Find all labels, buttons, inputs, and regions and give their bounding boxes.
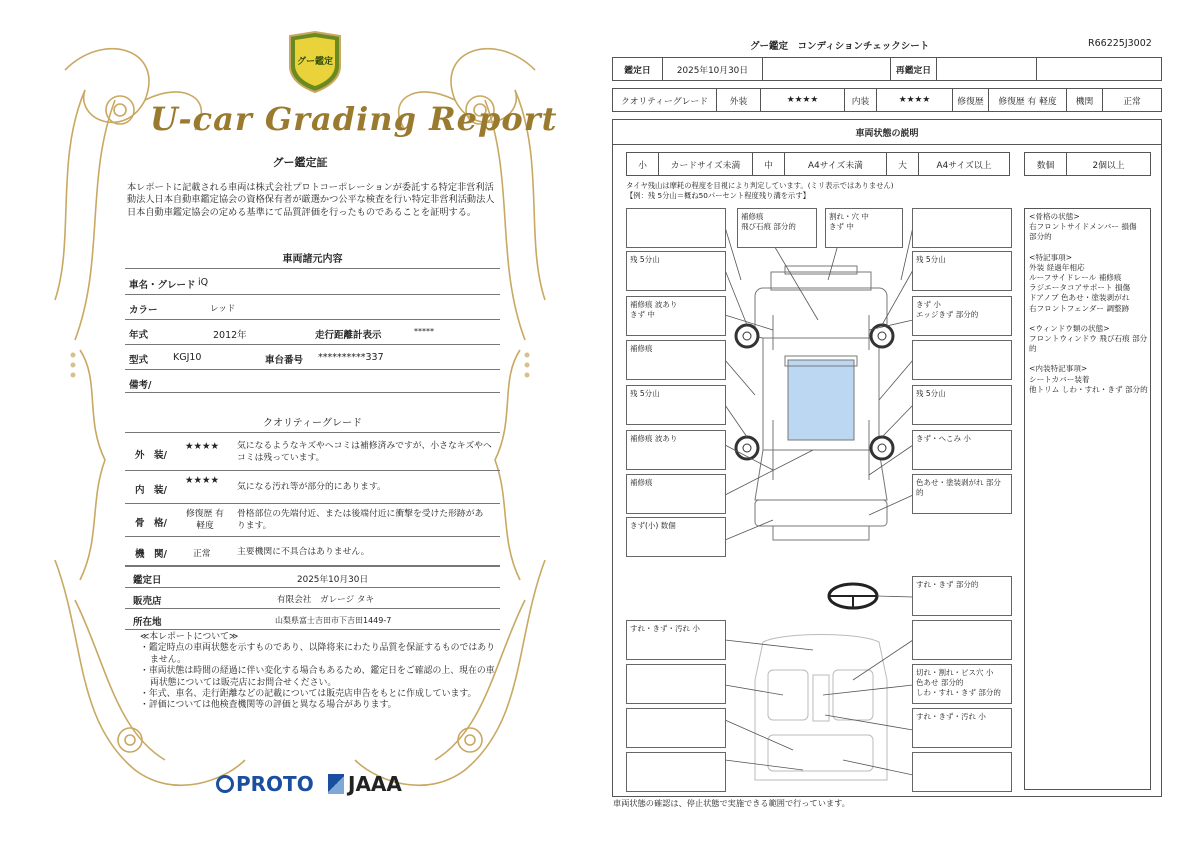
date-label: 鑑定日 — [613, 58, 663, 80]
date-value: 2025年10月30日 — [663, 58, 763, 80]
side-note-line: フロントウィンドウ 飛び石痕 部分的 — [1029, 334, 1148, 354]
spec-value: 2012年 — [213, 330, 247, 341]
certificate-title: グー鑑定証 — [272, 156, 328, 169]
side-note-line: <ウィンドウ類の状態> — [1029, 323, 1110, 333]
count-desc: 2個以上 — [1092, 160, 1125, 171]
damage-box — [912, 474, 1012, 514]
goo-appraisal-badge — [286, 30, 344, 94]
damage-box-text: きず 小 エッジきず 部分的 — [916, 300, 979, 319]
spec-row-name — [125, 270, 500, 295]
side-notes-box — [1024, 208, 1151, 790]
damage-box-text: 残 5分山 — [916, 255, 946, 264]
proto-logo — [216, 772, 314, 796]
damage-box — [912, 620, 1012, 660]
quality-row-frame — [125, 504, 500, 537]
sheet-title: グー鑑定 コンディションチェックシート — [750, 41, 930, 52]
damage-box-text: すれ・きず・汚れ 小 — [916, 712, 986, 721]
proto-logo-text: PROTO — [236, 772, 314, 796]
damage-box-text: 補修痕 波あり きず 中 — [630, 300, 678, 319]
interior-label: 内装 — [845, 89, 877, 111]
quality-desc: 主要機関に不具合はありません。 — [237, 547, 370, 557]
damage-box — [626, 296, 726, 336]
section-title: 車両状態の説明 — [613, 120, 1161, 145]
side-notes — [1029, 212, 1150, 395]
appraisal-date-value: 2025年10月30日 — [297, 575, 369, 585]
appraisal-date-label: 鑑定日 — [133, 575, 162, 586]
damage-box-text: 割れ・穴 中 きず 中 — [829, 212, 869, 231]
quality-desc: 骨格部位の先端付近、または後端付近に衝撃を受けた形跡があります。 — [237, 509, 484, 531]
condition-sheet-page — [600, 0, 1200, 848]
spec-label: 走行距離計表示 — [315, 330, 382, 341]
spec-value: **********337 — [318, 352, 384, 363]
jaaa-logo-text: JAAA — [348, 772, 402, 796]
spec-label: 車名・グレード — [129, 280, 196, 291]
steering-wheel-icon — [829, 584, 877, 608]
quality-row-exterior — [125, 434, 500, 471]
report-script-title: U-car Grading Report — [150, 100, 558, 138]
dealer-row — [125, 588, 500, 609]
spec-label: 型式 — [129, 355, 149, 366]
damage-box — [626, 340, 726, 380]
spec-value: レッド — [210, 304, 236, 314]
side-note-line: ドアノブ 色あせ・塗装剥がれ — [1029, 293, 1130, 303]
damage-box-text: 残 5分山 — [630, 389, 660, 398]
size-mid-desc: A4サイズ未満 — [785, 153, 887, 175]
exterior-label: 外装 — [717, 89, 761, 111]
size-small-desc: カードサイズ未満 — [659, 153, 753, 175]
engine-label: 機関 — [1067, 89, 1103, 111]
damage-box — [912, 430, 1012, 470]
damage-box — [626, 208, 726, 248]
damage-box — [825, 208, 903, 248]
quality-section-title: クオリティーグレード — [263, 418, 362, 429]
damage-box — [912, 340, 1012, 380]
damage-box — [912, 708, 1012, 748]
address-value: 山梨県富士吉田市下吉田1449-7 — [275, 616, 392, 625]
side-note-spacer — [1029, 354, 1150, 364]
grade-row — [612, 88, 1162, 112]
quality-table — [125, 434, 500, 566]
proto-mark-icon — [216, 775, 234, 793]
note-item: ・評価については他検査機関等の評価と異なる場合があります。 — [140, 700, 397, 711]
spec-row-color — [125, 295, 500, 320]
quality-label: 内 装/ — [135, 485, 167, 496]
address-row — [125, 609, 500, 630]
car-interior-icon — [755, 635, 887, 781]
spec-table — [125, 270, 500, 393]
side-note-line: 部分的 — [1029, 232, 1052, 242]
damage-box-text: 切れ・割れ・ビス穴 小 色あせ 部分的 しわ・すれ・きず 部分的 — [916, 668, 1001, 697]
damage-box-text: すれ・きず 部分的 — [916, 580, 979, 589]
damage-box — [626, 620, 726, 660]
size-large-desc: A4サイズ以上 — [936, 160, 992, 171]
quality-grade: 修復歴 有 軽度 — [186, 509, 224, 531]
damage-box — [912, 576, 1012, 616]
spec-row-year — [125, 320, 500, 345]
damage-box — [626, 664, 726, 704]
spec-row-model — [125, 345, 500, 370]
side-note-spacer — [1029, 314, 1150, 324]
spec-label: カラー — [129, 305, 158, 316]
quality-row-interior — [125, 471, 500, 504]
side-note-line: 右フロントフェンダー 調整跡 — [1029, 303, 1130, 313]
damage-box-text: 残 5分山 — [916, 389, 946, 398]
side-note-line: 他トリム しわ・すれ・きず 部分的 — [1029, 384, 1148, 394]
side-note-line: <特記事項> — [1029, 252, 1073, 262]
spec-label: 車台番号 — [265, 355, 304, 366]
side-note-line: ルーフサイドレール 補修痕 — [1029, 273, 1122, 283]
damage-box-text: すれ・きず・汚れ 小 — [630, 624, 700, 633]
reappraisal-value — [937, 58, 1037, 80]
sheet-footer: 車両状態の確認は、停止状態で実施できる範囲で行っています。 — [613, 798, 850, 808]
appraisal-info-table — [125, 566, 500, 630]
damage-box — [912, 385, 1012, 425]
side-note-line: 外装 経過年相応 — [1029, 262, 1085, 272]
spec-label: 備考/ — [129, 380, 152, 391]
size-small: 小 — [627, 153, 659, 175]
quality-desc: 気になる汚れ等が部分的にあります。 — [237, 482, 386, 492]
car-top-view-icon — [755, 266, 887, 540]
quality-label: 機 関/ — [135, 549, 167, 560]
damage-box-text: きず・へこみ 小 — [916, 434, 971, 443]
count-label: 数個 — [1025, 153, 1067, 175]
date-empty — [763, 58, 891, 80]
damage-box — [912, 296, 1012, 336]
quality-label: 外 装/ — [135, 450, 167, 461]
damage-box — [626, 430, 726, 470]
damage-box — [626, 752, 726, 792]
certificate-body: 本レポートに記載される車両は株式会社プロトコーポレーションが委託する特定非営利活動法人日本自動車鑑定協会の資格保有者が厳選かつ公平な検査を行い特定非営利活動法人日本自動車鑑定協会の定める基準にて品質評価を行ったものであることを証明する。 — [127, 182, 495, 218]
damage-box — [737, 208, 817, 248]
dealer-label: 販売店 — [133, 596, 162, 607]
note-item: ・鑑定時点の車両状態を示すものであり、以降将来にわたり品質を保証するものではありません。 — [140, 643, 495, 665]
quality-grade: ★★★★ — [185, 475, 220, 486]
damage-box — [912, 208, 1012, 248]
damage-box-text: きず(小) 数個 — [630, 521, 676, 530]
size-mid: 中 — [753, 153, 785, 175]
spec-section-title: 車両諸元内容 — [282, 254, 343, 265]
note-item: ・車両状態は時間の経過に伴い変化する場合もあるため、鑑定日をご確認の上、現在の車両状態については販売店にお問合せください。 — [140, 666, 495, 688]
tire-note-line: タイヤ残山は摩耗の程度を目視により判定しています。(ミリ表示ではありません) — [626, 181, 894, 190]
side-note-line: シートカバー装着 — [1029, 374, 1090, 384]
spec-label: 年式 — [129, 330, 149, 341]
notes-title: ≪本レポートについて≫ — [140, 632, 239, 642]
leader-lines — [725, 227, 913, 775]
interior-value: ★★★★ — [877, 89, 953, 111]
spec-value: iQ — [198, 277, 209, 288]
spec-row-remarks — [125, 370, 500, 393]
damage-box-text: 色あせ・塗装剥がれ 部分的 — [916, 478, 1001, 497]
damage-box — [912, 752, 1012, 792]
address-label: 所在地 — [133, 617, 162, 628]
repair-label: 修復歴 — [953, 89, 989, 111]
side-note-line: <骨格の状態> — [1029, 212, 1080, 221]
quality-label: 骨 格/ — [135, 518, 167, 529]
count-legend — [1024, 152, 1151, 176]
side-note-line: ラジエータコアサポート 損傷 — [1029, 283, 1131, 293]
sheet-id: R66225J3002 — [1088, 38, 1152, 49]
damage-box — [626, 251, 726, 291]
damage-box — [626, 474, 726, 514]
damage-box — [626, 708, 726, 748]
reappraisal-empty — [1037, 58, 1161, 80]
grade-label: クオリティーグレード — [613, 89, 717, 111]
size-large: 大 — [887, 153, 919, 175]
damage-box-text: 補修痕 — [630, 344, 653, 353]
side-note-spacer — [1029, 243, 1150, 253]
damage-box — [912, 664, 1012, 704]
quality-grade: 正常 — [193, 549, 211, 559]
repair-value: 修復歴 有 軽度 — [989, 89, 1067, 111]
note-item: ・年式、車名、走行距離などの記載については販売店申告をもとに作成しています。 — [140, 689, 477, 700]
damage-box-text: 補修痕 — [630, 478, 653, 487]
badge-text: グー鑑定 — [296, 57, 333, 67]
quality-desc: 気になるようなキズやヘコミは補修済みですが、小さなキズやヘコミは残っています。 — [237, 441, 492, 463]
spec-value: KGJ10 — [173, 352, 202, 363]
damage-box — [626, 517, 726, 557]
appraisal-date-row — [125, 567, 500, 588]
engine-value: 正常 — [1123, 96, 1141, 107]
damage-box-text: 補修痕 波あり — [630, 434, 678, 443]
jaaa-logo — [328, 772, 402, 796]
tire-note-line: 【例：残 5分山＝概ね50パーセント程度残り溝を示す】 — [626, 190, 810, 200]
damage-box — [912, 251, 1012, 291]
date-row — [612, 57, 1162, 81]
quality-row-engine — [125, 537, 500, 566]
reappraisal-label: 再鑑定日 — [891, 58, 937, 80]
report-notes — [140, 632, 500, 712]
damage-box-text: 補修痕 飛び石痕 部分的 — [741, 212, 796, 231]
damage-box — [626, 385, 726, 425]
quality-grade: ★★★★ — [185, 441, 220, 452]
condition-section — [612, 119, 1162, 797]
side-note-line: 右フロントサイドメンバー 損傷 — [1029, 222, 1137, 232]
exterior-value: ★★★★ — [761, 89, 845, 111]
side-note-line: <内装特記事項> — [1029, 364, 1088, 374]
jaaa-mark-icon — [328, 774, 344, 794]
damage-box-text: 残 5分山 — [630, 255, 660, 264]
dealer-value: 有限会社 ガレージ タキ — [277, 595, 375, 605]
spec-value: ***** — [414, 327, 434, 336]
